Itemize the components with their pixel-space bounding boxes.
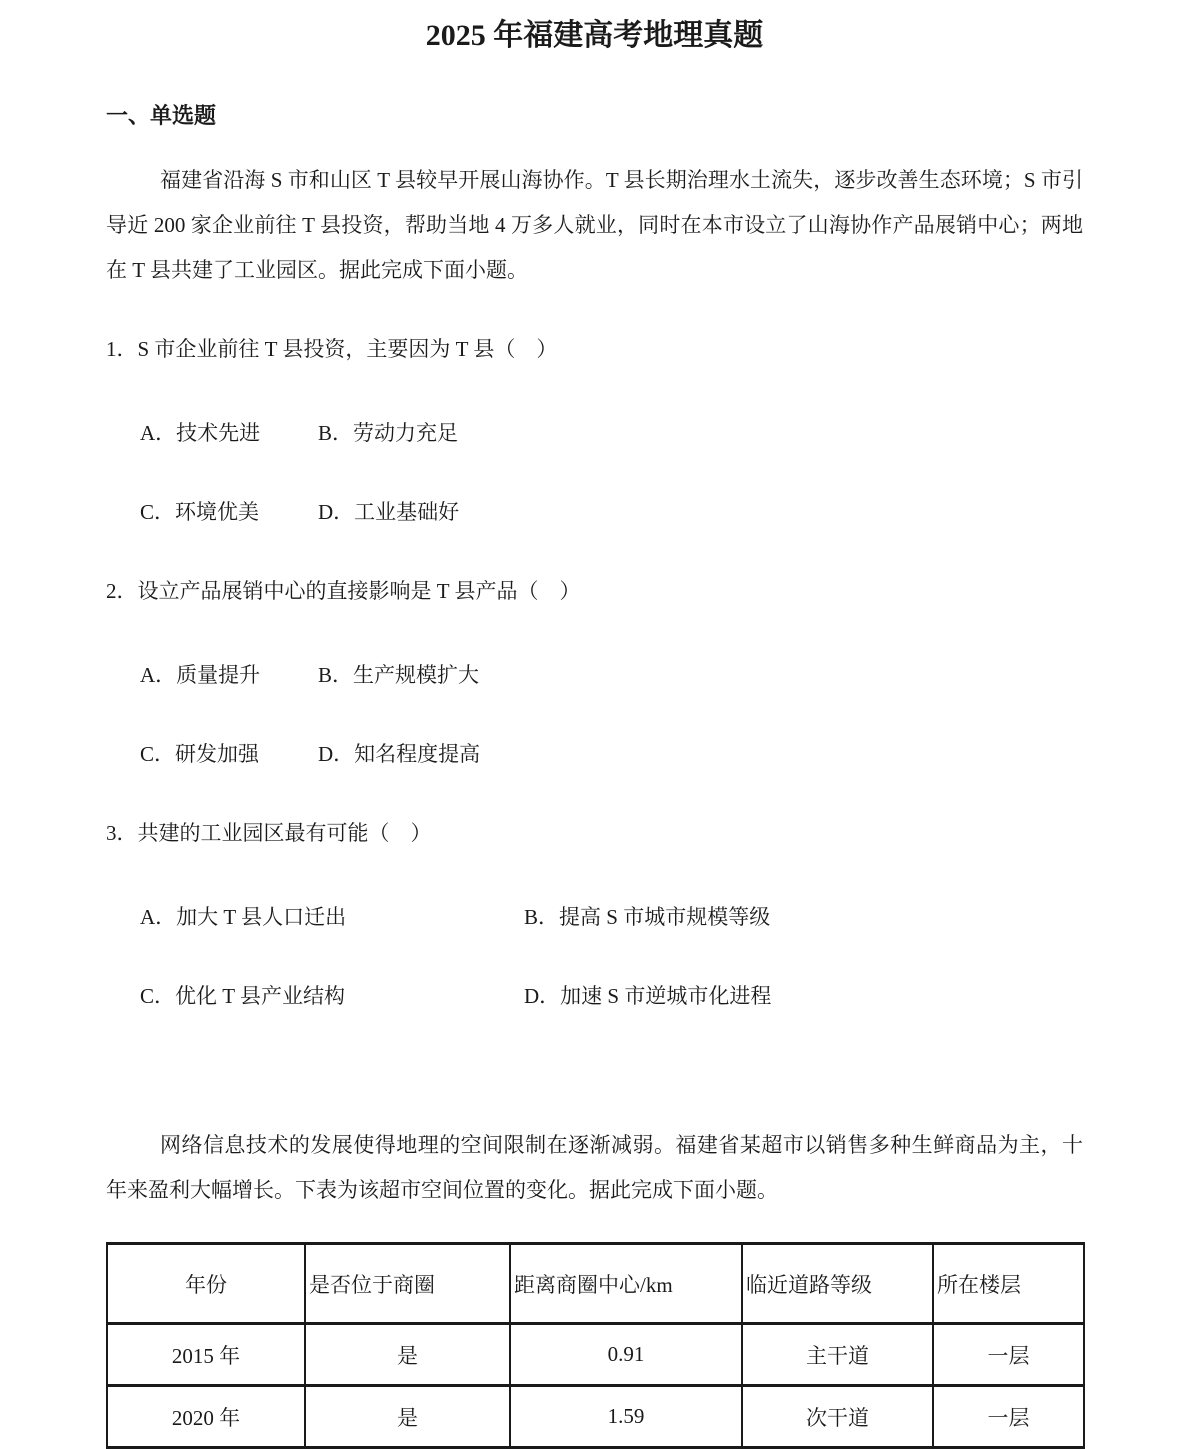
question-1 xyxy=(106,327,1083,535)
option-label: B． xyxy=(318,421,354,445)
question-2-option-c xyxy=(140,732,318,777)
question-1-options xyxy=(140,411,1083,535)
question-2-stem xyxy=(106,569,1083,614)
table-cell-in-district: 是 xyxy=(305,1324,510,1386)
question-1-number: 1． xyxy=(106,337,138,361)
question-1-stem xyxy=(106,327,1083,372)
passage-2: 网络信息技术的发展使得地理的空间限制在逐渐减弱。福建省某超市以销售多种生鲜商品为主，十年来盈利大幅增长。下表为该超市空间位置的变化。据此完成下面小题。 xyxy=(106,1133,1083,1202)
option-text: 环境优美 xyxy=(175,500,260,524)
table-header-in-business-district: 是否位于商圈 xyxy=(305,1244,510,1324)
option-label: B． xyxy=(524,905,560,929)
supermarket-location-table xyxy=(106,1242,1085,1449)
option-label: D． xyxy=(318,742,355,766)
table-header-floor: 所在楼层 xyxy=(933,1244,1084,1324)
option-label: C． xyxy=(140,984,176,1008)
question-3-text: 共建的工业园区最有可能（ ） xyxy=(137,821,432,845)
question-1-option-d xyxy=(318,490,1083,535)
question-1-text: S 市企业前往 T 县投资，主要因为 T 县（ ） xyxy=(137,337,558,361)
table-cell-in-district: 是 xyxy=(305,1386,510,1448)
question-2-option-d xyxy=(318,732,1083,777)
question-2-number: 2． xyxy=(106,579,138,603)
option-text: 加大 T 县人口迁出 xyxy=(176,905,347,929)
table-cell-road-grade: 次干道 xyxy=(742,1386,933,1448)
option-text: 优化 T 县产业结构 xyxy=(175,984,345,1008)
table-header-year: 年份 xyxy=(107,1244,305,1324)
option-label: C． xyxy=(140,742,176,766)
question-3-options xyxy=(140,895,1083,1019)
page-title: 2025 年福建高考地理真题 xyxy=(425,19,764,52)
question-2 xyxy=(106,569,1083,777)
table-cell-year: 2020 年 xyxy=(107,1386,305,1448)
option-text: 生产规模扩大 xyxy=(353,663,480,687)
table-row-2015 xyxy=(107,1324,1084,1386)
option-label: D． xyxy=(318,500,355,524)
option-text: 研发加强 xyxy=(175,742,260,766)
question-3 xyxy=(106,811,1083,1019)
question-2-text: 设立产品展销中心的直接影响是 T 县产品（ ） xyxy=(137,579,581,603)
question-1-option-a xyxy=(140,411,318,456)
option-label: D． xyxy=(524,984,561,1008)
question-3-number: 3． xyxy=(106,821,138,845)
option-label: A． xyxy=(140,905,177,929)
question-2-option-a xyxy=(140,653,318,698)
table-cell-distance: 1.59 xyxy=(510,1386,742,1448)
question-3-option-b xyxy=(524,895,1083,940)
table-row-2020 xyxy=(107,1386,1084,1448)
table-cell-distance: 0.91 xyxy=(510,1324,742,1386)
question-1-option-c xyxy=(140,490,318,535)
passage-1: 福建省沿海 S 市和山区 T 县较早开展山海协作。T 县长期治理水土流失，逐步改善生态环境；S 市引导近 200 家企业前往 T 县投资，帮助当地 4 万多人就业，同时在本市设立了山海协作产品展销中心；两地在 T 县共建了工业园区。据此完成下面小题。 xyxy=(106,168,1083,282)
table-header-distance-to-center: 距离商圈中心/km xyxy=(510,1244,742,1324)
question-3-option-a xyxy=(140,895,524,940)
section-heading: 一、单选题 xyxy=(106,103,217,128)
option-label: B． xyxy=(318,663,354,687)
option-text: 加速 S 市逆城市化进程 xyxy=(560,984,772,1008)
option-text: 工业基础好 xyxy=(354,500,460,524)
option-text: 提高 S 市城市规模等级 xyxy=(559,905,771,929)
question-2-options xyxy=(140,653,1083,777)
option-text: 质量提升 xyxy=(176,663,261,687)
table-cell-floor: 一层 xyxy=(933,1324,1084,1386)
option-text: 技术先进 xyxy=(176,421,261,445)
table-cell-road-grade: 主干道 xyxy=(742,1324,933,1386)
question-3-option-d xyxy=(524,974,1083,1019)
table-header-road-grade: 临近道路等级 xyxy=(742,1244,933,1324)
question-2-option-b xyxy=(318,653,1083,698)
table-cell-floor: 一层 xyxy=(933,1386,1084,1448)
option-label: A． xyxy=(140,663,177,687)
option-text: 知名程度提高 xyxy=(354,742,481,766)
question-1-option-b xyxy=(318,411,1083,456)
option-label: A． xyxy=(140,421,177,445)
option-label: C． xyxy=(140,500,176,524)
table-cell-year: 2015 年 xyxy=(107,1324,305,1386)
question-3-stem xyxy=(106,811,1083,856)
table-header-row xyxy=(107,1244,1084,1324)
question-3-option-c xyxy=(140,974,524,1019)
option-text: 劳动力充足 xyxy=(353,421,459,445)
